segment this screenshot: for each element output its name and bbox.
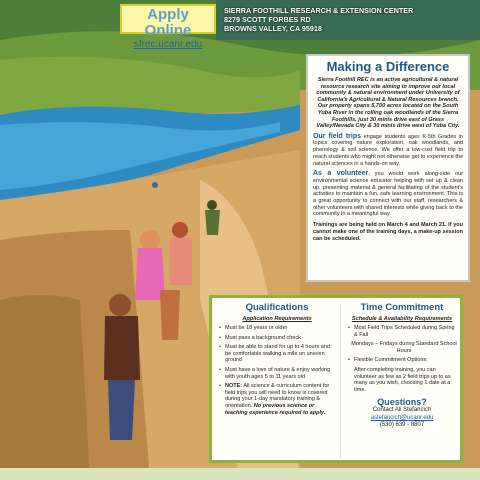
contact-name: Contact Ali Stefancich: [372, 407, 432, 414]
apply-online-link[interactable]: sfrec.ucanr.edu: [133, 39, 203, 50]
org-address: [224, 6, 413, 33]
field-trips-text: engage students ages K-5th Grades in topics covering nature exploration, oak woodlands, and phenology & soil science. We offer a low-cost field trip to reach students who might not otherwise get to experience the natural sciences in a hands-on way.: [313, 133, 463, 167]
apply-online-title: Apply Online: [144, 6, 192, 39]
questions-heading: Questions?: [377, 397, 427, 408]
contact-email-link[interactable]: astefancich@ucanr.edu: [370, 414, 434, 421]
qualification-item: • Must have a love of nature & enjoy working with youth ages 5 to 11 years old: [225, 367, 337, 380]
time-list: [346, 325, 458, 338]
time-flex: After completing training, you can volunteer as few as 2 field trips up to as many as you wish, choosing 1 date at a time.: [354, 366, 451, 393]
field-trips-paragraph: [313, 134, 463, 168]
time-item: • Most Field Trips Scheduled during Spring & Fall: [354, 325, 458, 338]
qualifications-title: Qualifications: [245, 302, 309, 313]
qualifications-column: [217, 302, 337, 419]
time-commitment-column: [346, 302, 458, 430]
qualifications-subtitle: Application Requirements: [242, 316, 312, 322]
contact-block: [346, 407, 458, 430]
time-subtitle: Schedule & Availability Requirements: [351, 316, 453, 322]
time-item: • Flexible Commitment Options:: [354, 357, 458, 364]
qualifications-list: [217, 325, 337, 416]
qualification-item: • Must be 18 years or older: [225, 325, 337, 332]
making-title: Making a Difference: [326, 59, 450, 74]
volunteer-paragraph: [313, 171, 463, 218]
qualification-item: • Must pass a background check: [225, 335, 337, 342]
note-lead: NOTE:: [225, 383, 243, 390]
org-street: 8279 SCOTT FORBES RD: [224, 15, 311, 24]
time-days: Mondays – Fridays during Standard School Hours: [351, 341, 457, 354]
note-text: All science & curriculum content for field trips you will need to know is covered during your 1-day mandatory training & orientation.: [225, 383, 330, 409]
qualification-item: • Must be able to stand for up to 4 hours and be comfortable walking a mile on uneven ground: [225, 344, 337, 364]
requirements-panel: [209, 295, 463, 463]
note-tail: No previous science or teaching experience required to apply.: [225, 402, 326, 416]
note-item: [225, 383, 337, 416]
apply-online-box[interactable]: [120, 4, 216, 50]
contact-phone: (530) 639 - 8807: [379, 422, 425, 429]
making-a-difference-panel: [306, 54, 470, 282]
trainings-paragraph: Trainings are being held on March 4 and March 21. If you cannot make one of the training days, a make-up session can be scheduled.: [313, 222, 463, 242]
org-city: BROWNS VALLEY, CA 95918: [224, 24, 322, 33]
volunteer-text: , you would work along-side our environmental science educator helping with set up & clean up, presenting material & general facilitating of the student's activities to maintain a fun, safe learning environment. This is a great opportunity to connect with our staff, researchers & other volunteers with shared interests while giving back to the community in a meaningful way.: [313, 171, 463, 218]
org-name: SIERRA FOOTHILL RESEARCH & EXTENSION CENTER: [224, 6, 414, 15]
field-trips-lead: Our field trips: [313, 132, 361, 140]
making-intro: Sierra Foothill REC is an active agricultural & natural resource research site aiming to improve our local community & natural environment under University of California's Agricultural & Natural Resources branch. Our property spans 5,700 acres located on the South Yuba River in the rolling oak woodlands of the Sierra Foothills, just 30 minis drive east of Grass Valley/Nevada City & 30 minis drive west of Yuba City.: [316, 77, 460, 130]
time-list-2: [346, 357, 458, 364]
time-title: Time Commitment: [360, 302, 444, 313]
volunteer-lead: As a volunteer: [313, 170, 369, 178]
column-divider: [340, 304, 341, 458]
